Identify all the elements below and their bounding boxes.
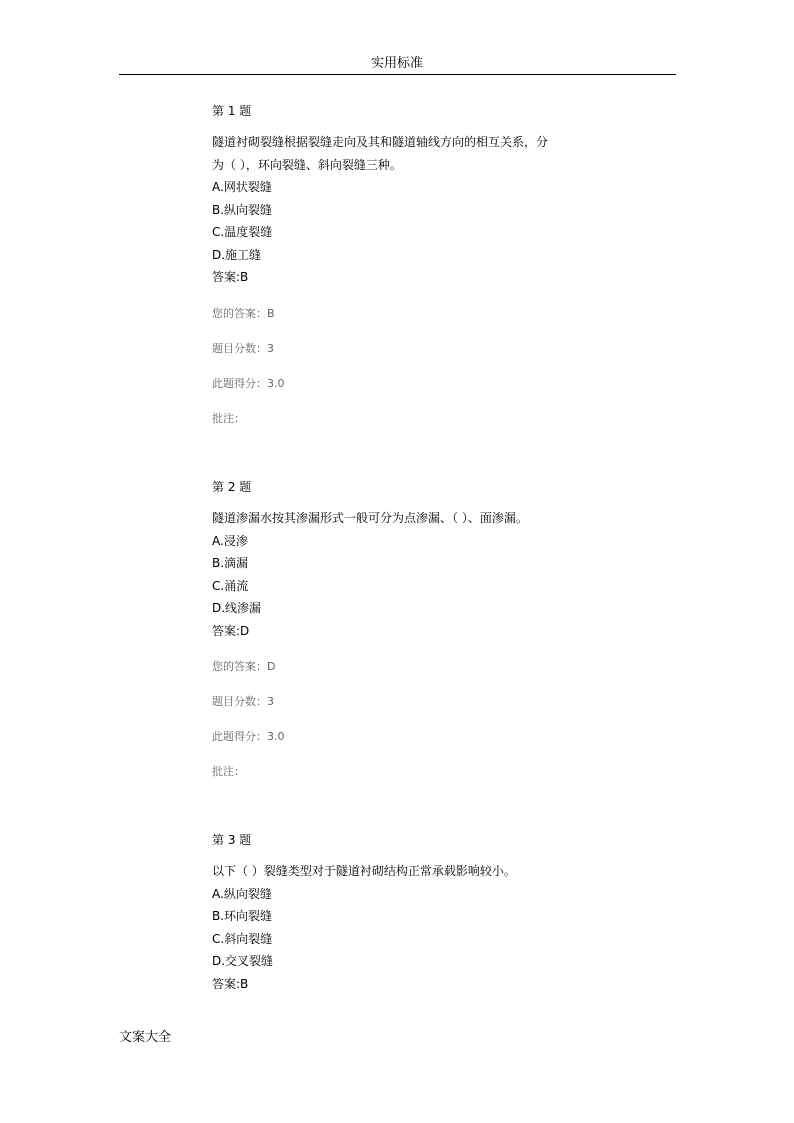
question-title: 第 2 题 [212,480,252,494]
option-c: C.斜向裂缝 [212,931,273,946]
question-text-line: 隧道衬砌裂缝根据裂缝走向及其和隧道轴线方向的相互关系，分 [212,135,549,149]
option-b: B.滴漏 [212,556,249,570]
option-d: D.交叉裂缝 [212,954,274,968]
question-score: 题目分数：3 [212,695,274,708]
question-text-line: 隧道渗漏水按其渗漏形式一般可分为点渗漏、（ ）、面渗漏。 [212,511,528,525]
your-answer: 您的答案：D [212,660,276,673]
option-a: A.网状裂缝 [212,180,272,194]
earned-score: 此题得分：3.0 [212,730,285,743]
note-label: 批注： [212,765,245,778]
earned-score: 此题得分：3.0 [212,376,285,390]
question-title: 第 3 题 [212,833,252,847]
question-2 [212,478,602,780]
question-3 [212,831,602,995]
page-footer-text: 文案大全 [119,1030,172,1045]
option-a: A.纵向裂缝 [212,886,272,901]
page-header-title: 实用标准 [370,56,423,71]
option-c: C.温度裂缝 [212,225,273,239]
note-label: 批注： [212,411,245,425]
correct-answer: 答案:B [212,270,249,284]
option-c: C.涌流 [212,578,249,593]
option-b: B.纵向裂缝 [212,202,273,217]
header-divider [119,74,676,75]
correct-answer: 答案:B [212,976,249,991]
option-d: D.线渗漏 [212,601,262,615]
correct-answer: 答案:D [212,623,250,638]
your-answer: 您的答案：B [212,306,275,320]
question-title: 第 1 题 [212,104,252,118]
question-1 [212,102,602,427]
question-text-line: 以下（ ）裂缝类型对于隧道衬砌结构正常承载影响较小。 [212,864,516,878]
question-text-line: 为（ ），环向裂缝、斜向裂缝三种。 [212,157,402,172]
option-a: A.浸渗 [212,533,248,548]
option-b: B.环向裂缝 [212,909,273,923]
option-d: D.施工缝 [212,247,262,262]
question-score: 题目分数：3 [212,341,274,355]
